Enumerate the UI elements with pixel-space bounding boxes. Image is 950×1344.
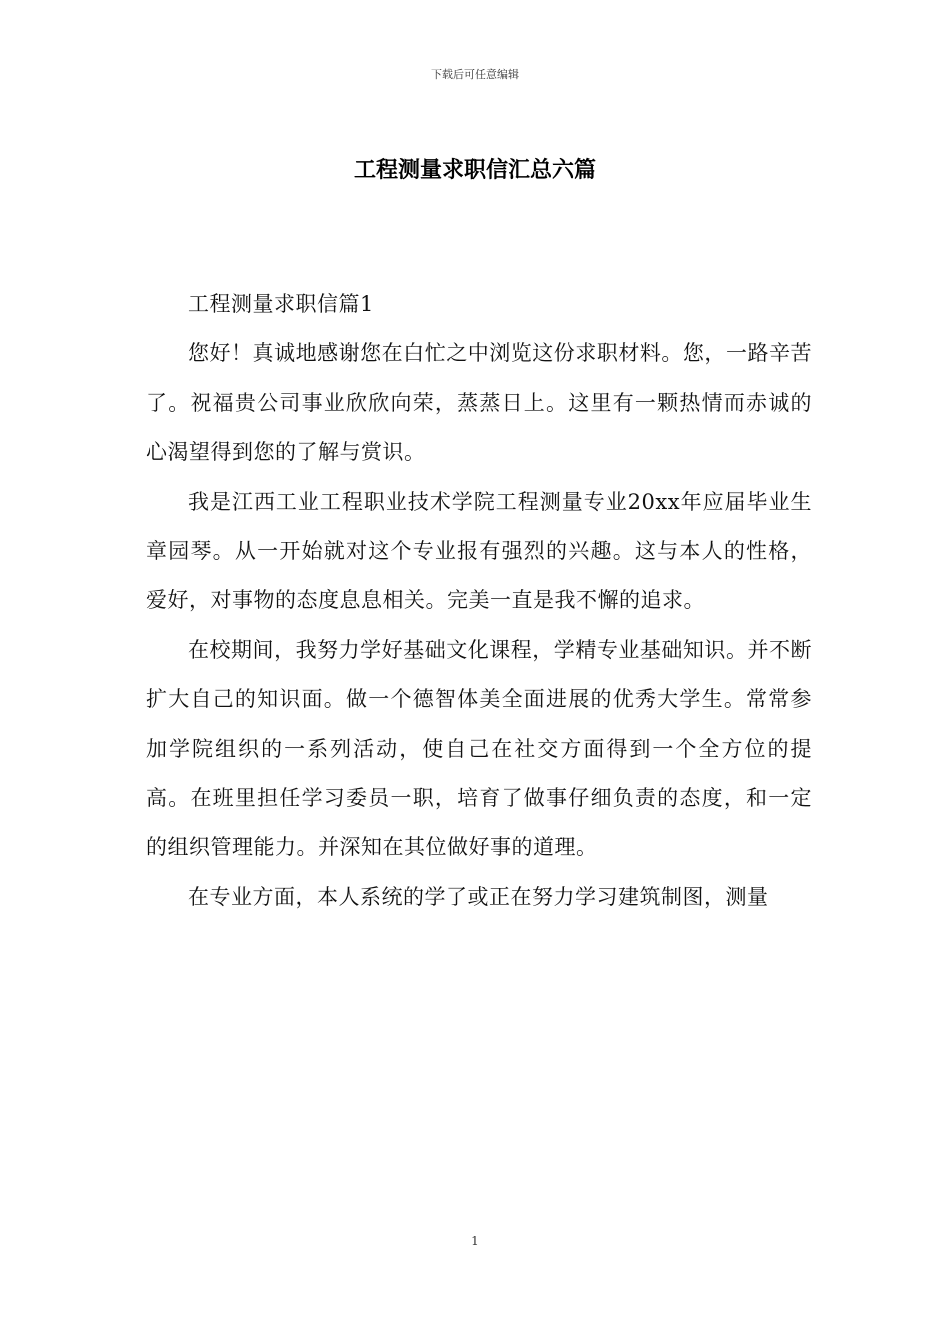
paragraph-1: 您好！真诚地感谢您在白忙之中浏览这份求职材料。您，一路辛苦了。祝福贵公司事业欣欣向荣，蒸蒸日上。这里有一颗热情而赤诚的心渴望得到您的了解与赏识。: [146, 341, 812, 465]
document-title: 工程测量求职信汇总六篇: [353, 157, 596, 183]
paragraph-4: 在专业方面，本人系统的学了或正在努力学习建筑制图，测量: [188, 884, 769, 909]
section-heading: 工程测量求职信篇1: [188, 292, 374, 316]
document-body: [146, 280, 812, 922]
paragraph-3: 在校期间，我努力学好基础文化课程，学精专业基础知识。并不断扩大自己的知识面。做一个德智体美全面进展的优秀大学生。常常参加学院组织的一系列活动，使自己在社交方面得到一个全方位的提高。在班里担任学习委员一职，培育了做事仔细负责的态度，和一定的组织管理能力。并深知在其位做好事的道理。: [146, 637, 812, 860]
paragraph-2: 我是江西工业工程职业技术学院工程测量专业20xx年应届毕业生章园琴。从一开始就对这个专业报有强烈的兴趣。这与本人的性格，爱好，对事物的态度息息相关。完美一直是我不懈的追求。: [146, 489, 812, 613]
page-header-note: 下载后可任意编辑: [431, 68, 519, 81]
page-number: 1: [471, 1234, 479, 1248]
